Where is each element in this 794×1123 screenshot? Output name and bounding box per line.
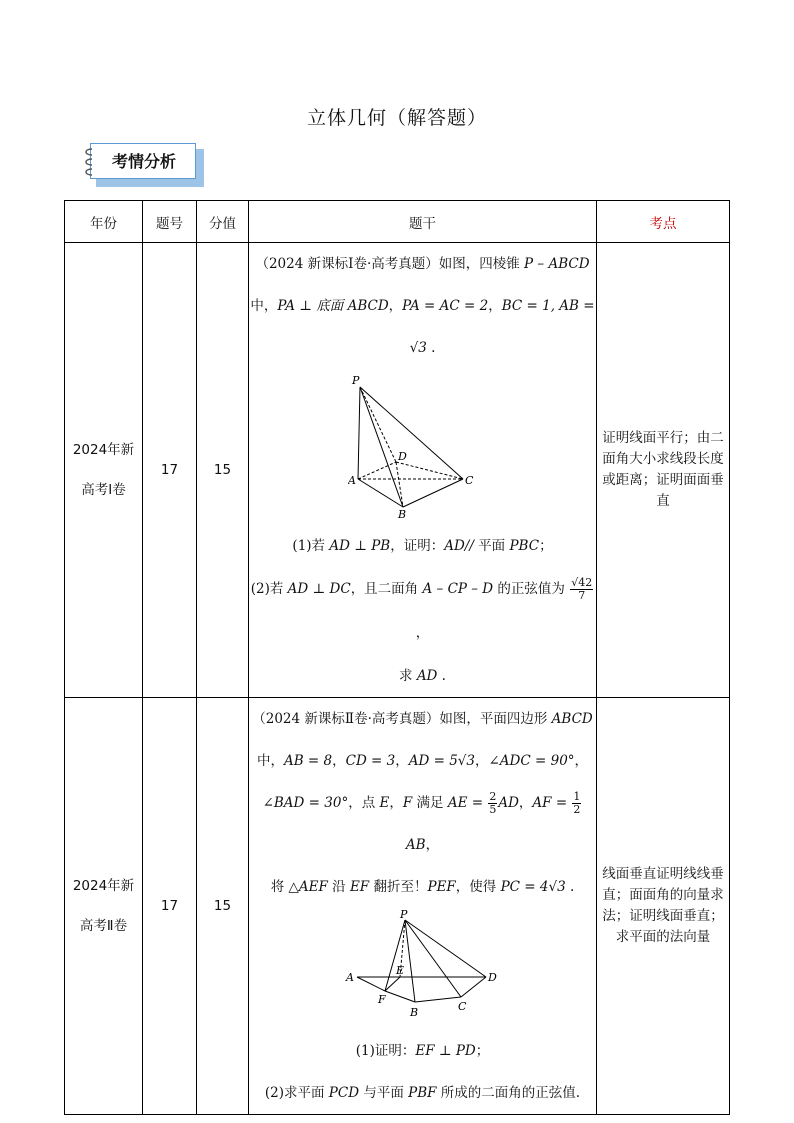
vertex-label: A: [345, 971, 354, 984]
header-question: 题干: [249, 201, 597, 243]
table-row: [65, 243, 730, 698]
question-part-2-cont: 求 AD .: [399, 668, 446, 684]
page-title: 立体几何（解答题）: [306, 107, 487, 129]
vertex-label: P: [351, 374, 359, 387]
question-part-2: (2)若 AD ⊥ DC，且二面角 A – CP – D 的正弦值为 $\frac{√42}{7}$ ，: [250, 576, 593, 641]
exam-analysis-table: [64, 200, 730, 1115]
year-cell: [65, 698, 143, 1115]
spiral-binding-icon: [82, 146, 98, 178]
vertex-label: B: [397, 508, 406, 521]
table-header-row: [65, 201, 730, 243]
question-source: （2024 新课标Ⅱ卷·高考真题）如图，平面四边形 ABCD: [252, 711, 593, 727]
table-row: [65, 698, 730, 1115]
year-line: 2024年新: [72, 442, 135, 458]
fraction: $\frac{√42}{7}$: [571, 576, 593, 602]
vertex-label: E: [395, 964, 404, 977]
vertex-label: B: [409, 1006, 418, 1019]
question-conditions: 中，AB = 8，CD = 3，AD = 5√3，∠ADC = 90°，: [256, 753, 589, 769]
year-cell: [65, 243, 143, 698]
score-cell: 15: [197, 698, 249, 1115]
year-line: 2024年新: [72, 878, 135, 894]
header-score: 分值: [197, 201, 249, 243]
vertex-label: P: [399, 908, 407, 921]
section-badge: [90, 143, 204, 187]
number-cell: 17: [143, 698, 197, 1115]
question-part-1: (1)若 AD ⊥ PB，证明：AD// 平面 PBC；: [292, 538, 553, 554]
vertex-label: D: [397, 450, 407, 463]
fraction: $\frac{2}{5}$: [489, 790, 497, 816]
question-fold: 将 △AEF 沿 EF 翻折至！PEF，使得 PC = 4√3 .: [270, 879, 575, 895]
points-cell: 证明线面平行；由二面角大小求线段长度或距离；证明面面垂直: [597, 243, 730, 698]
fraction: $\frac{1}{2}$: [573, 790, 581, 816]
header-points: 考点: [597, 201, 730, 243]
question-cell: [249, 243, 597, 698]
points-cell: 线面垂直证明线线垂直；面面角的向量求法；证明线面垂直；求平面的法向量: [597, 698, 730, 1115]
vertex-label: D: [487, 971, 497, 984]
vertex-label: C: [464, 474, 473, 487]
year-line: 高考Ⅰ卷: [81, 482, 126, 498]
vertex-label: A: [347, 474, 356, 487]
question-part-2: (2)求平面 PCD 与平面 PBF 所成的二面角的正弦值.: [264, 1085, 581, 1101]
section-label: 考情分析: [112, 152, 177, 171]
score-cell: 15: [197, 243, 249, 698]
year-line: 高考Ⅱ卷: [79, 918, 128, 934]
question-cell: [249, 698, 597, 1115]
question-conditions: 中，PA ⊥ 底面 ABCD，PA = AC = 2，BC = 1, AB = √3 .: [250, 298, 595, 356]
header-year: 年份: [65, 201, 143, 243]
number-cell: 17: [143, 243, 197, 698]
question-source: （2024 新课标Ⅰ卷·高考真题）如图，四棱锥 P – ABCD: [255, 256, 590, 272]
header-number: 题号: [143, 201, 197, 243]
vertex-label: F: [377, 993, 386, 1006]
question-part-1: (1)证明：EF ⊥ PD；: [355, 1043, 490, 1059]
vertex-label: C: [457, 1000, 466, 1013]
pyramid-figure: [348, 369, 498, 521]
fold-figure: [343, 908, 503, 1026]
question-vectors: ∠BAD = 30°，点 E，F 满足 AE = $\frac{2}{5}$ AD，AF = $\frac{1}{2}$ AB，: [262, 790, 581, 853]
